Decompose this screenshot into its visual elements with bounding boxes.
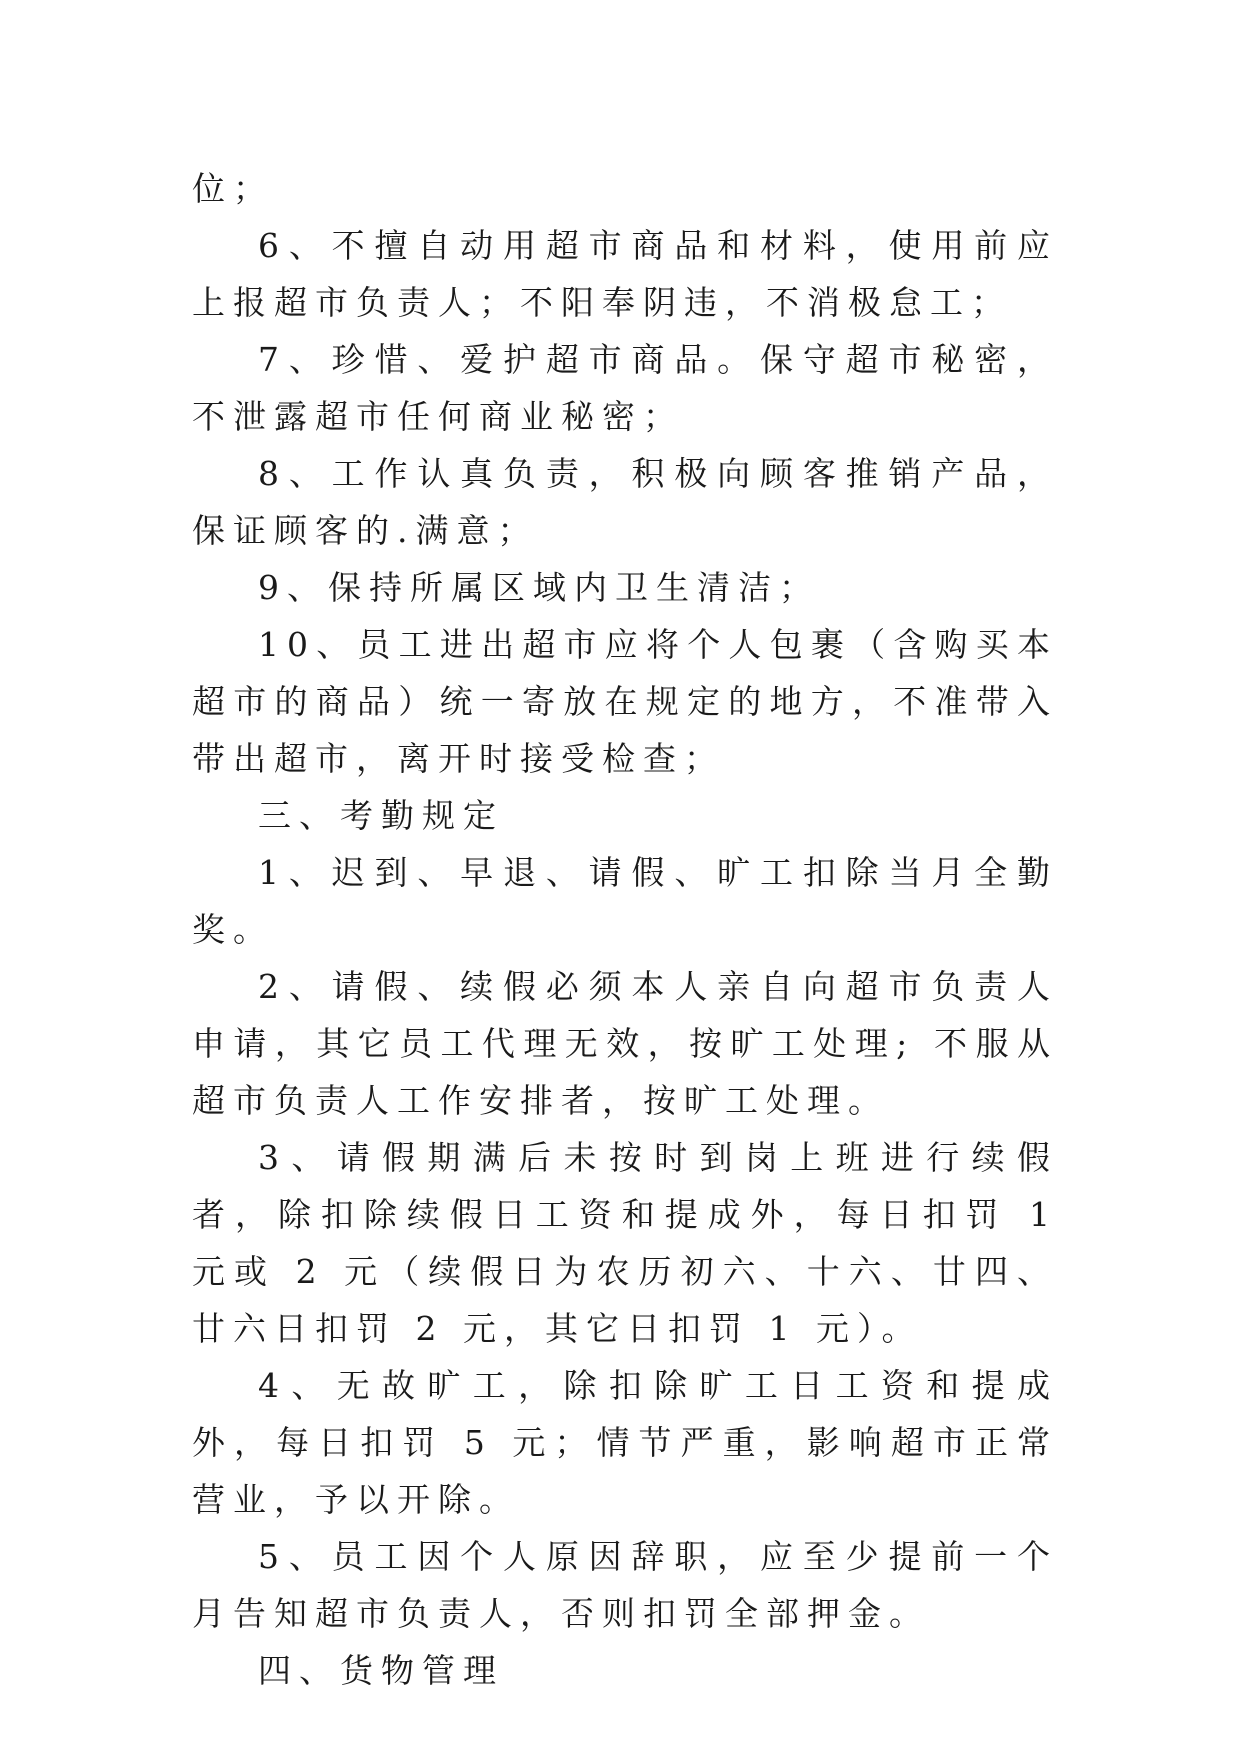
section-heading: 三、考勤规定 — [258, 796, 504, 835]
paragraph: 位； — [192, 169, 274, 208]
paragraph: 5、员工因个人原因辞职，应至少提前一个月告知超市负责人，否则扣罚全部押金。 — [192, 1537, 1058, 1633]
section-heading: 四、货物管理 — [258, 1651, 504, 1690]
document-body — [192, 160, 1058, 1699]
paragraph: 8、工作认真负责，积极向顾客推销产品，保证顾客的.满意； — [192, 454, 1058, 550]
paragraph: 2、请假、续假必须本人亲自向超市负责人申请，其它员工代理无效，按旷工处理; 不服从超市负责人工作安排者，按旷工处理。 — [192, 967, 1058, 1120]
paragraph: 10、员工进出超市应将个人包裹（含购买本超市的商品）统一寄放在规定的地方，不准带入带出超市，离开时接受检查； — [192, 625, 1058, 778]
paragraph: 9、保持所属区域内卫生清洁； — [258, 568, 820, 607]
paragraph: 1、迟到、早退、请假、旷工扣除当月全勤奖。 — [192, 853, 1058, 949]
paragraph: 4、无故旷工，除扣除旷工日工资和提成外，每日扣罚 5 元；情节严重，影响超市正常营业，予以开除。 — [192, 1366, 1058, 1519]
paragraph: 3、请假期满后未按时到岗上班进行续假者，除扣除续假日工资和提成外，每日扣罚 1 元或 2 元（续假日为农历初六、十六、廿四、廿六日扣罚 2 元，其它日扣罚 1 元）。 — [192, 1138, 1058, 1348]
paragraph: 7、珍惜、爱护超市商品。保守超市秘密，不泄露超市任何商业秘密； — [192, 340, 1058, 436]
paragraph: 6、不擅自动用超市商品和材料，使用前应上报超市负责人；不阳奉阴违，不消极怠工； — [192, 226, 1058, 322]
